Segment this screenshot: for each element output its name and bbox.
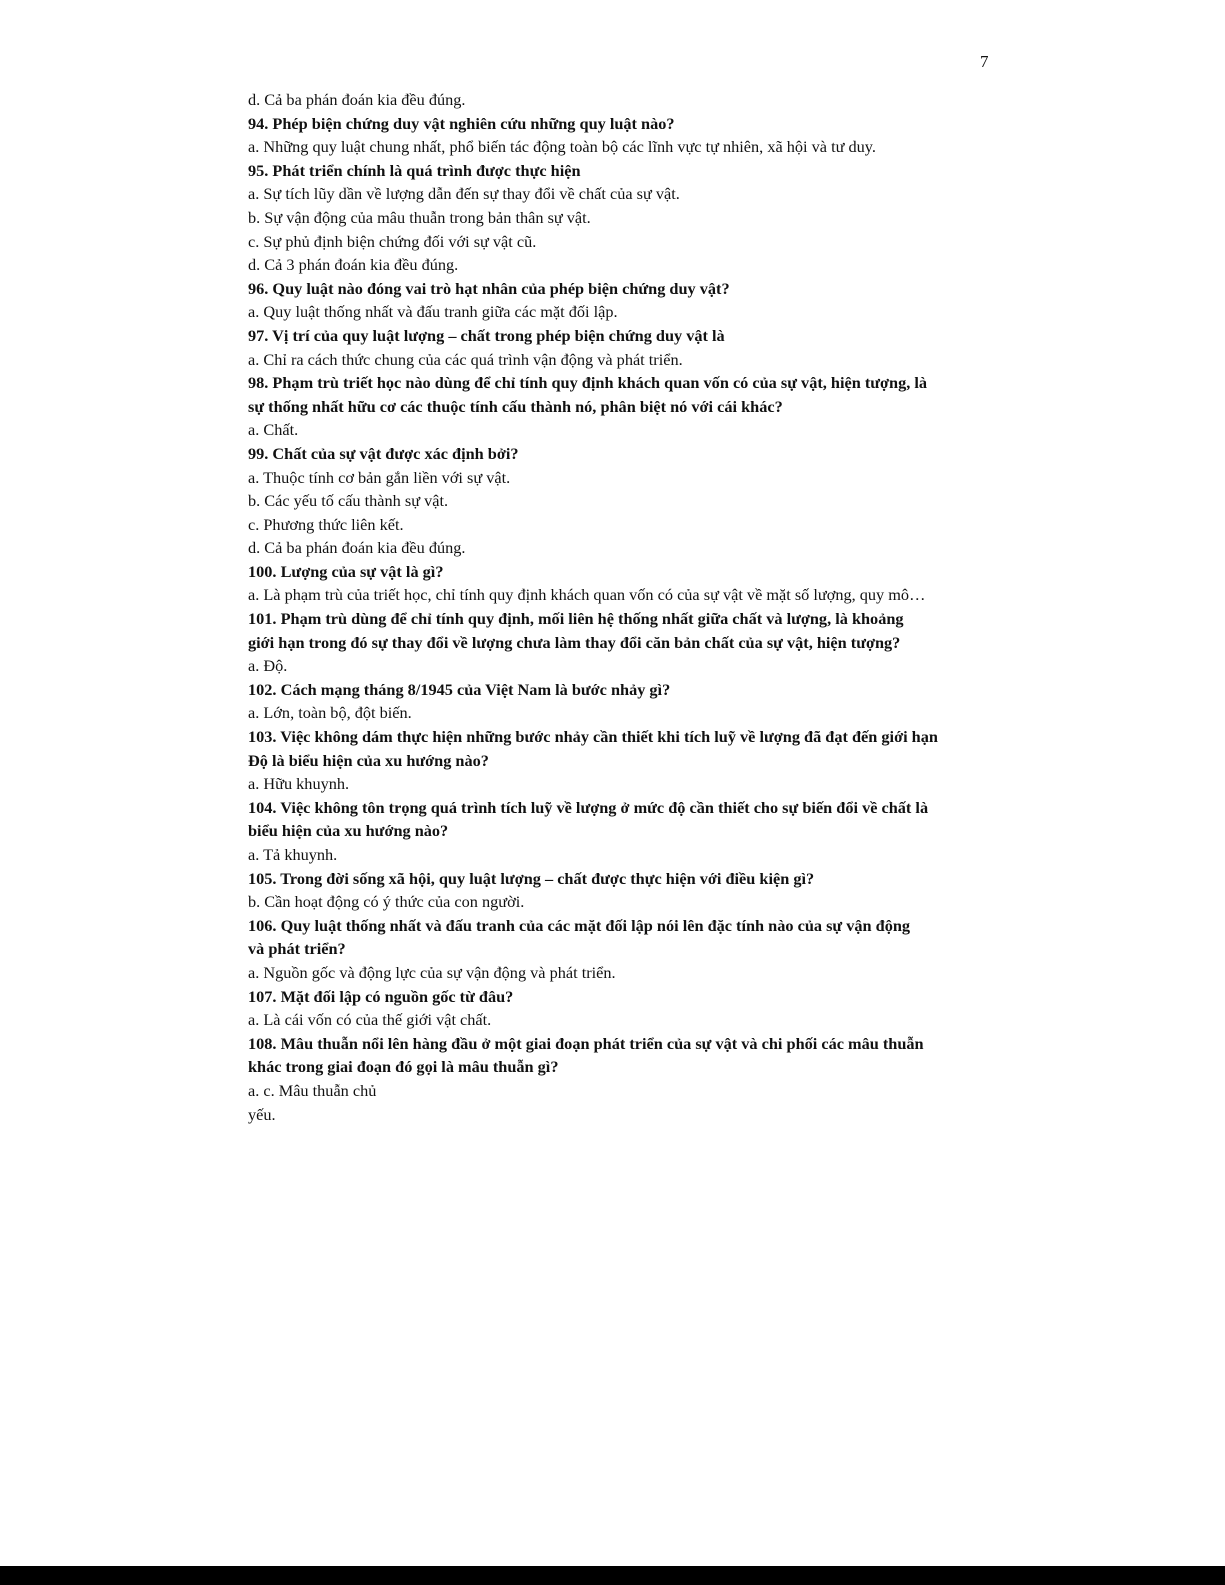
question-line: 102. Cách mạng tháng 8/1945 của Việt Nam là bước nhảy gì? — [248, 679, 671, 699]
answer-line: a. Lớn, toàn bộ, đột biến. — [248, 703, 412, 723]
answer-line: d. Cả ba phán đoán kia đều đúng. — [248, 90, 466, 109]
answer-line: a. Là phạm trù của triết học, chỉ tính quy định khách quan vốn có của sự vật về mặt số lượng, quy mô… — [248, 585, 926, 605]
question-line: 105. Trong đời sống xã hội, quy luật lượng – chất được thực hiện với điều kiện gì? — [248, 868, 815, 888]
question-line: 100. Lượng của sự vật là gì? — [248, 561, 444, 581]
question-line: 104. Việc không tôn trọng quá trình tích luỹ về lượng ở mức độ cần thiết cho sự biến đổi về chất là — [248, 797, 929, 817]
document-body — [248, 88, 998, 1126]
question-line: 98. Phạm trù triết học nào dùng để chỉ tính quy định khách quan vốn có của sự vật, hiện tượng, là — [248, 373, 928, 393]
question-line: 106. Quy luật thống nhất và đấu tranh của các mặt đối lập nói lên đặc tính nào của sự vận động — [248, 915, 911, 935]
question-line: 97. Vị trí của quy luật lượng – chất trong phép biện chứng duy vật là — [248, 325, 725, 345]
page-number: 7 — [980, 52, 989, 71]
answer-line: a. Tả khuynh. — [248, 845, 338, 864]
question-line: Độ là biểu hiện của xu hướng nào? — [248, 750, 489, 770]
answer-line: b. Các yếu tố cấu thành sự vật. — [248, 491, 449, 511]
answer-line: a. Là cái vốn có của thế giới vật chất. — [248, 1010, 492, 1030]
question-line: 108. Mâu thuẫn nổi lên hàng đầu ở một giai đoạn phát triển của sự vật và chi phối các mâu thuẫn — [248, 1033, 924, 1053]
question-line: sự thống nhất hữu cơ các thuộc tính cấu thành nó, phân biệt nó với cái khác? — [248, 396, 783, 416]
bottom-border — [0, 1566, 1225, 1585]
answer-line: d. Cả ba phán đoán kia đều đúng. — [248, 538, 466, 558]
answer-line: b. Cần hoạt động có ý thức của con người. — [248, 892, 525, 912]
question-line: 103. Việc không dám thực hiện những bước nhảy cần thiết khi tích luỹ về lượng đã đạt đến giới hạn — [248, 727, 938, 747]
question-line: 94. Phép biện chứng duy vật nghiên cứu những quy luật nào? — [248, 113, 675, 133]
question-line: 107. Mặt đối lập có nguồn gốc từ đâu? — [248, 986, 514, 1006]
answer-line: a. Những quy luật chung nhất, phổ biến tác động toàn bộ các lĩnh vực tự nhiên, xã hội và tư duy. — [248, 137, 876, 157]
question-line: 96. Quy luật nào đóng vai trò hạt nhân của phép biện chứng duy vật? — [248, 278, 730, 298]
answer-line: a. Nguồn gốc và động lực của sự vận động và phát triển. — [248, 962, 616, 982]
answer-line: a. Thuộc tính cơ bản gắn liền với sự vật. — [248, 467, 511, 487]
question-line: giới hạn trong đó sự thay đổi về lượng chưa làm thay đổi căn bản chất của sự vật, hiện tượng? — [248, 632, 901, 652]
answer-line: c. Sự phủ định biện chứng đối với sự vật cũ. — [248, 231, 537, 251]
answer-line: c. Phương thức liên kết. — [248, 514, 404, 534]
question-line: 101. Phạm trù dùng để chỉ tính quy định, mối liên hệ thống nhất giữa chất và lượng, là khoảng — [248, 609, 904, 629]
answer-line: a. Chỉ ra cách thức chung của các quá trình vận động và phát triển. — [248, 349, 683, 369]
question-line: khác trong giai đoạn đó gọi là mâu thuẫn gì? — [248, 1057, 559, 1077]
answer-line: a. Hữu khuynh. — [248, 774, 350, 794]
answer-line: a. Độ. — [248, 656, 288, 676]
question-line: biểu hiện của xu hướng nào? — [248, 821, 449, 841]
answer-line: yếu. — [248, 1104, 276, 1124]
answer-line: b. Sự vận động của mâu thuẫn trong bản thân sự vật. — [248, 207, 591, 227]
question-line: và phát triển? — [248, 939, 346, 959]
question-line: 95. Phát triển chính là quá trình được thực hiện — [248, 160, 581, 180]
answer-line: a. Quy luật thống nhất và đấu tranh giữa các mặt đối lập. — [248, 302, 618, 322]
answer-line: a. c. Mâu thuẫn chủ — [248, 1080, 377, 1100]
answer-line: a. Chất. — [248, 420, 299, 440]
question-line: 99. Chất của sự vật được xác định bởi? — [248, 443, 519, 463]
answer-line: a. Sự tích lũy dần về lượng dẫn đến sự thay đổi về chất của sự vật. — [248, 184, 680, 204]
answer-line: d. Cả 3 phán đoán kia đều đúng. — [248, 255, 459, 275]
